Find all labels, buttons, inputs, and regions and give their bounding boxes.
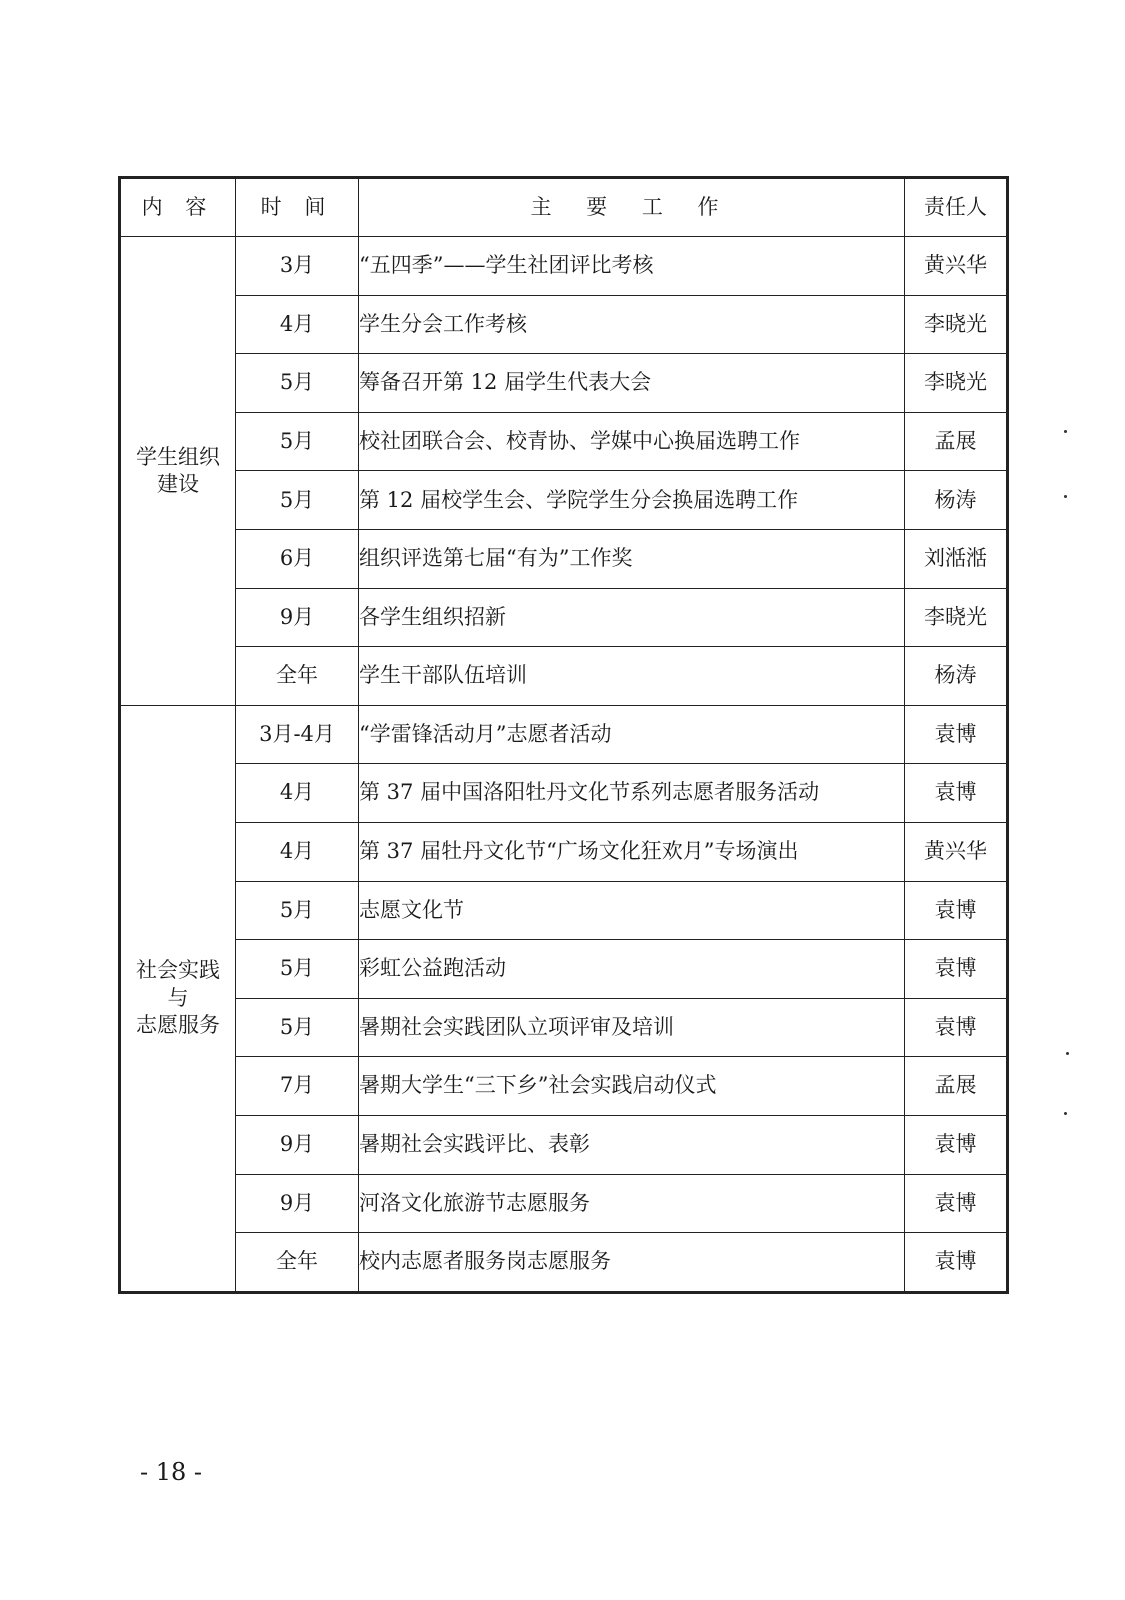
table-header [120,178,1008,237]
time-cell: 全年 [236,647,359,706]
work-cell: 河洛文化旅游节志愿服务 [359,1174,905,1233]
person-cell: 黄兴华 [905,822,1008,881]
work-cell: 筹备召开第 12 届学生代表大会 [359,354,905,413]
person-cell: 刘湉湉 [905,529,1008,588]
work-cell: “学雷锋活动月”志愿者活动 [359,705,905,764]
time-cell: 7月 [236,1057,359,1116]
table-row [120,1174,1008,1233]
time-cell: 5月 [236,881,359,940]
work-cell: “五四季”——学生社团评比考核 [359,237,905,296]
header-category: 内 容 [120,178,236,237]
table-row [120,237,1008,296]
person-cell: 袁博 [905,1233,1008,1293]
work-cell: 第 12 届校学生会、学院学生分会换届选聘工作 [359,471,905,530]
time-cell: 3月 [236,237,359,296]
table-row [120,940,1008,999]
table-row [120,588,1008,647]
person-cell: 袁博 [905,881,1008,940]
time-cell: 5月 [236,354,359,413]
scan-speck [1066,1052,1069,1055]
work-cell: 学生干部队伍培训 [359,647,905,706]
person-cell: 黄兴华 [905,237,1008,296]
time-cell: 4月 [236,822,359,881]
table-row [120,705,1008,764]
table-row [120,295,1008,354]
table-row [120,1115,1008,1174]
time-cell: 5月 [236,940,359,999]
person-cell: 袁博 [905,705,1008,764]
person-cell: 孟展 [905,1057,1008,1116]
work-cell: 暑期社会实践团队立项评审及培训 [359,998,905,1057]
person-cell: 杨涛 [905,471,1008,530]
time-cell: 9月 [236,1115,359,1174]
scan-speck [1064,430,1067,433]
table-row [120,412,1008,471]
time-cell: 6月 [236,529,359,588]
person-cell: 袁博 [905,1115,1008,1174]
time-cell: 4月 [236,295,359,354]
time-cell: 9月 [236,588,359,647]
table-row [120,998,1008,1057]
table-row [120,471,1008,530]
person-cell: 袁博 [905,998,1008,1057]
time-cell: 全年 [236,1233,359,1293]
header-work: 主 要 工 作 [359,178,905,237]
table-row [120,822,1008,881]
table-row [120,529,1008,588]
person-cell: 袁博 [905,764,1008,823]
header-time: 时 间 [236,178,359,237]
category-cell: 学生组织 建设 [120,237,236,706]
time-cell: 5月 [236,412,359,471]
time-cell: 9月 [236,1174,359,1233]
work-cell: 各学生组织招新 [359,588,905,647]
work-cell: 暑期大学生“三下乡”社会实践启动仪式 [359,1057,905,1116]
person-cell: 李晓光 [905,295,1008,354]
header-person: 责任人 [905,178,1008,237]
scan-speck [1064,1112,1067,1115]
person-cell: 袁博 [905,1174,1008,1233]
table-row [120,1233,1008,1293]
scan-speck [1064,495,1067,498]
work-cell: 暑期社会实践评比、表彰 [359,1115,905,1174]
time-cell: 4月 [236,764,359,823]
work-cell: 彩虹公益跑活动 [359,940,905,999]
person-cell: 袁博 [905,940,1008,999]
work-cell: 学生分会工作考核 [359,295,905,354]
work-cell: 第 37 届牡丹文化节“广场文化狂欢月”专场演出 [359,822,905,881]
time-cell: 5月 [236,998,359,1057]
table-row [120,1057,1008,1116]
person-cell: 孟展 [905,412,1008,471]
work-cell: 校社团联合会、校青协、学媒中心换届选聘工作 [359,412,905,471]
page-number: - 18 - [140,1458,203,1486]
time-cell: 3月-4月 [236,705,359,764]
person-cell: 李晓光 [905,588,1008,647]
table-row [120,881,1008,940]
work-cell: 校内志愿者服务岗志愿服务 [359,1233,905,1293]
person-cell: 杨涛 [905,647,1008,706]
person-cell: 李晓光 [905,354,1008,413]
work-cell: 组织评选第七届“有为”工作奖 [359,529,905,588]
time-cell: 5月 [236,471,359,530]
work-cell: 第 37 届中国洛阳牡丹文化节系列志愿者服务活动 [359,764,905,823]
table-row [120,354,1008,413]
table-body [120,237,1008,1293]
table-row [120,764,1008,823]
category-cell: 社会实践 与 志愿服务 [120,705,236,1292]
table-row [120,647,1008,706]
work-cell: 志愿文化节 [359,881,905,940]
work-plan-table [118,176,1009,1294]
